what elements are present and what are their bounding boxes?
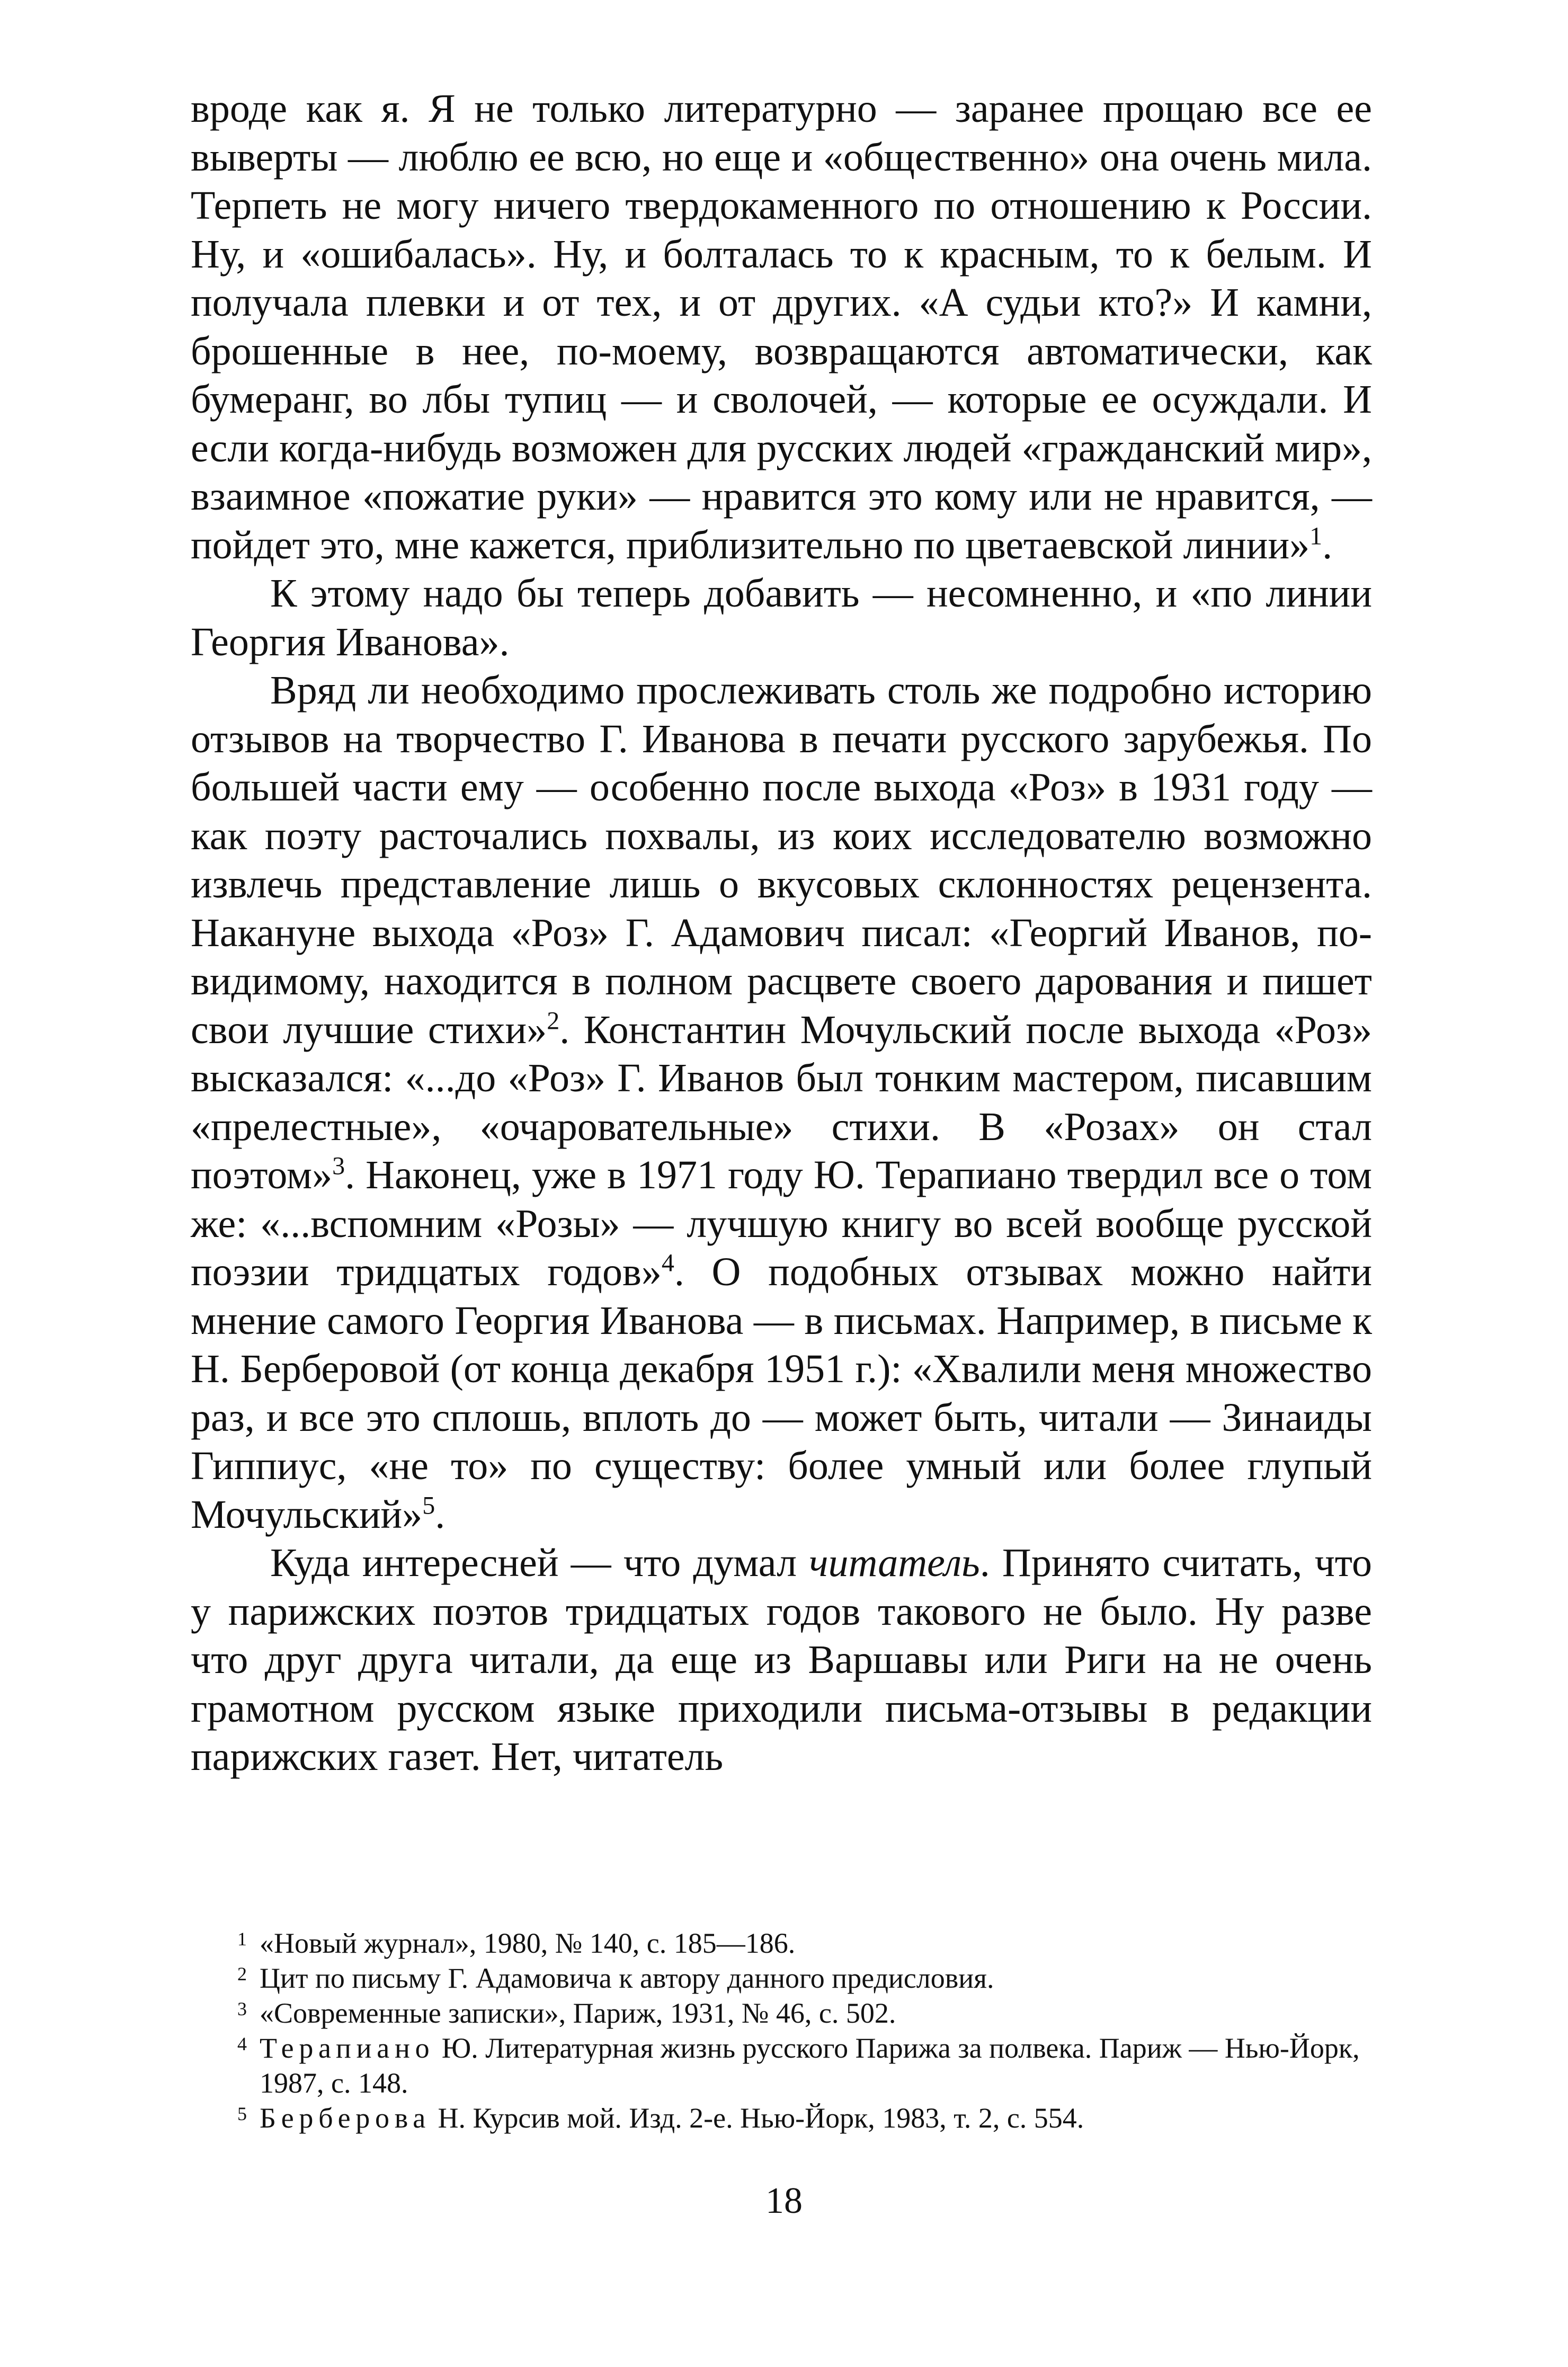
- footnote-text: «Современные записки», Париж, 1931, № 46, с. 502.: [260, 1997, 896, 2029]
- emphasis-text: читатель: [809, 1541, 980, 1585]
- paragraph: [191, 1539, 1372, 1782]
- footnote-item: [237, 1996, 1372, 2031]
- page-number: 18: [765, 2181, 803, 2221]
- footnote-number: 5: [237, 2103, 247, 2124]
- paragraph: [191, 85, 1372, 569]
- footnote-number: 1: [237, 1928, 247, 1950]
- footnote-item: [237, 1926, 1372, 1961]
- text-run: вроде как я. Я не только литературно — заранее прощаю все ее выверты — люблю ее всю, но еще и «общественно» она очень мила. Терпеть не могу ничего твердокаменного по отношению к России. Ну, и «ошибалась». Ну, и болталась то к красным, то к белым. И получала плевки и от тех, и от других. «А судьи кто?» И камни, брошенные в нее, по-моему, возвращаются автоматически, как бумеранг, во лбы тупиц — и сволочей, — которые ее осуждали. И если когда-нибудь возможен для русских людей «гражданский мир», взаимное «пожатие руки» — нравится это кому или не нравится, — пойдет это, мне кажется, приблизительно по цветаевской линии»: [191, 86, 1372, 567]
- footnote-ref: 3: [332, 1152, 345, 1180]
- footnote-text: Ю. Литературная жизнь русского Парижа за полвека. Париж — Нью-Йорк, 1987, с. 148.: [260, 2032, 1360, 2099]
- footnote-item: [237, 1961, 1372, 1996]
- footnote-author: Берберова: [260, 2102, 431, 2134]
- text-run: .: [435, 1492, 446, 1537]
- paragraph: [191, 569, 1372, 666]
- text-run: .: [1322, 522, 1333, 567]
- text-run: . Принято считать, что у парижских поэтов тридцатых годов такового не было. Ну разве что друг друга читали, да еще из Варшавы или Риги на не очень грамотном русском языке приходили письма-отзывы в редакции парижских газет. Нет, читатель: [191, 1541, 1373, 1779]
- footnote-text: «Новый журнал», 1980, № 140, с. 185—186.: [260, 1927, 796, 1959]
- footnote-ref: 1: [1309, 522, 1323, 550]
- footnote-number: 3: [237, 1998, 247, 2019]
- text-run: . О подобных отзывах можно найти мнение самого Георгия Иванова — в письмах. Например, в письме к Н. Берберовой (от конца декабря 1951 г.): «Хвалили меня множество раз, и все это сплошь, вплоть до — может быть, читали — Зинаиды Гиппиус, «не то» по существу: более умный или более глупый Мочульский»: [191, 1250, 1373, 1537]
- text-run: Куда интересней — что думал: [270, 1541, 809, 1585]
- paragraph: [191, 666, 1372, 1539]
- main-text: [191, 85, 1372, 1782]
- footnote-text: Цит по письму Г. Адамовича к автору данного предисловия.: [260, 1962, 994, 1994]
- footnote-author: Терапиано: [260, 2032, 435, 2064]
- footnote-text: Н. Курсив мой. Изд. 2-е. Нью-Йорк, 1983, т. 2, с. 554.: [430, 2102, 1084, 2134]
- footnote-item: [237, 2031, 1372, 2101]
- text-run: . Наконец, уже в 1971 году Ю. Терапиано твердил все о том же: «...вспомним «Розы» — лучшую книгу во всей вообще русской поэзии тридцатых годов»: [191, 1153, 1372, 1294]
- footnote-ref: 4: [661, 1249, 674, 1277]
- footnote-ref: 5: [422, 1491, 435, 1520]
- footnote-number: 2: [237, 1963, 247, 1985]
- text-run: . Константин Мочульский после выхода «Роз» высказался: «...до «Роз» Г. Иванов был тонким мастером, писавшим «прелестные», «очаровательные» стихи. В «Розах» он стал поэтом»: [191, 1007, 1373, 1197]
- text-run: К этому надо бы теперь добавить — несомненно, и «по линии Георгия Иванова».: [191, 571, 1372, 664]
- footnote-item: [237, 2101, 1372, 2135]
- footnote-ref: 2: [547, 1007, 560, 1035]
- page-body: [191, 85, 1372, 1782]
- footnote-number: 4: [237, 2033, 247, 2054]
- text-run: Вряд ли необходимо прослеживать столь же подробно историю отзывов на творчество Г. Иванова в печати русского зарубежья. По большей части ему — особенно после выхода «Роз» в 1931 году — как поэту расточались похвалы, из коих исследователю возможно извлечь представление лишь о вкусовых склонностях рецензента. Накануне выхода «Роз» Г. Адамович писал: «Георгий Иванов, по-видимому, находится в полном расцвете своего дарования и пишет свои лучшие стихи»: [191, 668, 1372, 1052]
- footnotes: [237, 1926, 1372, 2135]
